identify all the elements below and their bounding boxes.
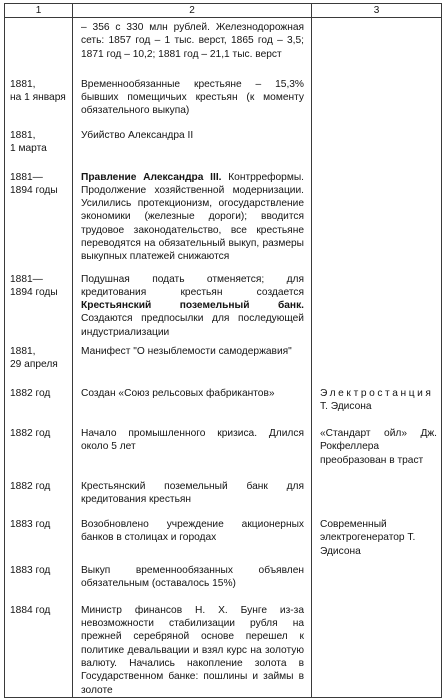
event-cell: Правление Александра III. Контрреформы. Продолжение хозяйственной модернизации. Усилились протекционизм, огосударствление экономики (железные дороги); вводится трудовое законодательство, все крестьяне переводятся на обязательный выкуп, размеры выкупных платежей снижаются — [73, 165, 312, 267]
table-row — [5, 379, 442, 419]
event-cell: Крестьянский поземельный банк для кредитования крестьян — [73, 474, 312, 512]
date-cell: 1881— 1894 годы — [5, 267, 73, 339]
world-cell — [312, 339, 442, 379]
event-cell: Создан «Союз рельсовых фабрикантов» — [73, 379, 312, 419]
world-cell — [312, 267, 442, 339]
event-cell: Выкуп временнообязанных объявлен обязательным (оставалось 15%) — [73, 558, 312, 598]
date-cell — [5, 18, 73, 68]
table-row — [5, 123, 442, 165]
date-cell: 1881, 1 марта — [5, 123, 73, 165]
world-cell — [312, 598, 442, 698]
event-cell: Возобновлено учреждение акционерных банков в столицах и городах — [73, 512, 312, 558]
event-cell: Временнообязанные крестьяне – 15,3% бывших помещичьих крестьян (к моменту обязательного выкупа) — [73, 68, 312, 123]
event-cell: Подушная подать отменяется; для кредитования крестьян создается Крестьянский поземельный банк. Создаются предпосылки для последующей индустриализации — [73, 267, 312, 339]
date-cell: 1882 год — [5, 379, 73, 419]
world-cell — [312, 68, 442, 123]
table-row — [5, 339, 442, 379]
table-row — [5, 419, 442, 474]
world-cell: «Стандарт ойл» Дж. Рокфеллера преобразован в траст — [312, 419, 442, 474]
world-cell — [312, 474, 442, 512]
world-cell — [312, 18, 442, 68]
table-row — [5, 558, 442, 598]
column-header: 3 — [312, 4, 442, 18]
table-row — [5, 68, 442, 123]
date-cell: 1882 год — [5, 474, 73, 512]
table-row — [5, 165, 442, 267]
event-cell: Манифест "О незыблемости самодержавия" — [73, 339, 312, 379]
world-cell — [312, 123, 442, 165]
world-cell — [312, 165, 442, 267]
date-cell: 1884 год — [5, 598, 73, 698]
table-row — [5, 512, 442, 558]
date-cell: 1881— 1894 годы — [5, 165, 73, 267]
column-header: 1 — [5, 4, 73, 18]
date-cell: 1883 год — [5, 512, 73, 558]
table-row — [5, 18, 442, 68]
chronology-table — [4, 3, 442, 698]
table-row — [5, 474, 442, 512]
date-cell: 1881, 29 апреля — [5, 339, 73, 379]
date-cell: 1881, на 1 января — [5, 68, 73, 123]
world-cell — [312, 558, 442, 598]
date-cell: 1883 год — [5, 558, 73, 598]
event-cell: Начало промышленного кризиса. Длился около 5 лет — [73, 419, 312, 474]
table-row — [5, 267, 442, 339]
world-cell: Современный электрогенератор Т. Эдисона — [312, 512, 442, 558]
table-row — [5, 598, 442, 698]
world-cell: Электростанция Т. Эдисона — [312, 379, 442, 419]
header-row — [5, 4, 442, 18]
event-cell: Министр финансов Н. Х. Бунге из-за невозможности стабилизации рубля на прежней серебряной основе перешел к политике девальвации и взял курс на золотую валюту. Начались накопление золота в Государственном банке: пошлины и займы в золоте — [73, 598, 312, 698]
event-cell: – 356 с 330 млн рублей. Железнодорожная сеть: 1857 год – 1 тыс. верст, 1865 год – 3,5; 1871 год – 10,2; 1881 год – 21,1 тыс. верст — [73, 18, 312, 68]
date-cell: 1882 год — [5, 419, 73, 474]
column-header: 2 — [73, 4, 312, 18]
event-cell: Убийство Александра II — [73, 123, 312, 165]
